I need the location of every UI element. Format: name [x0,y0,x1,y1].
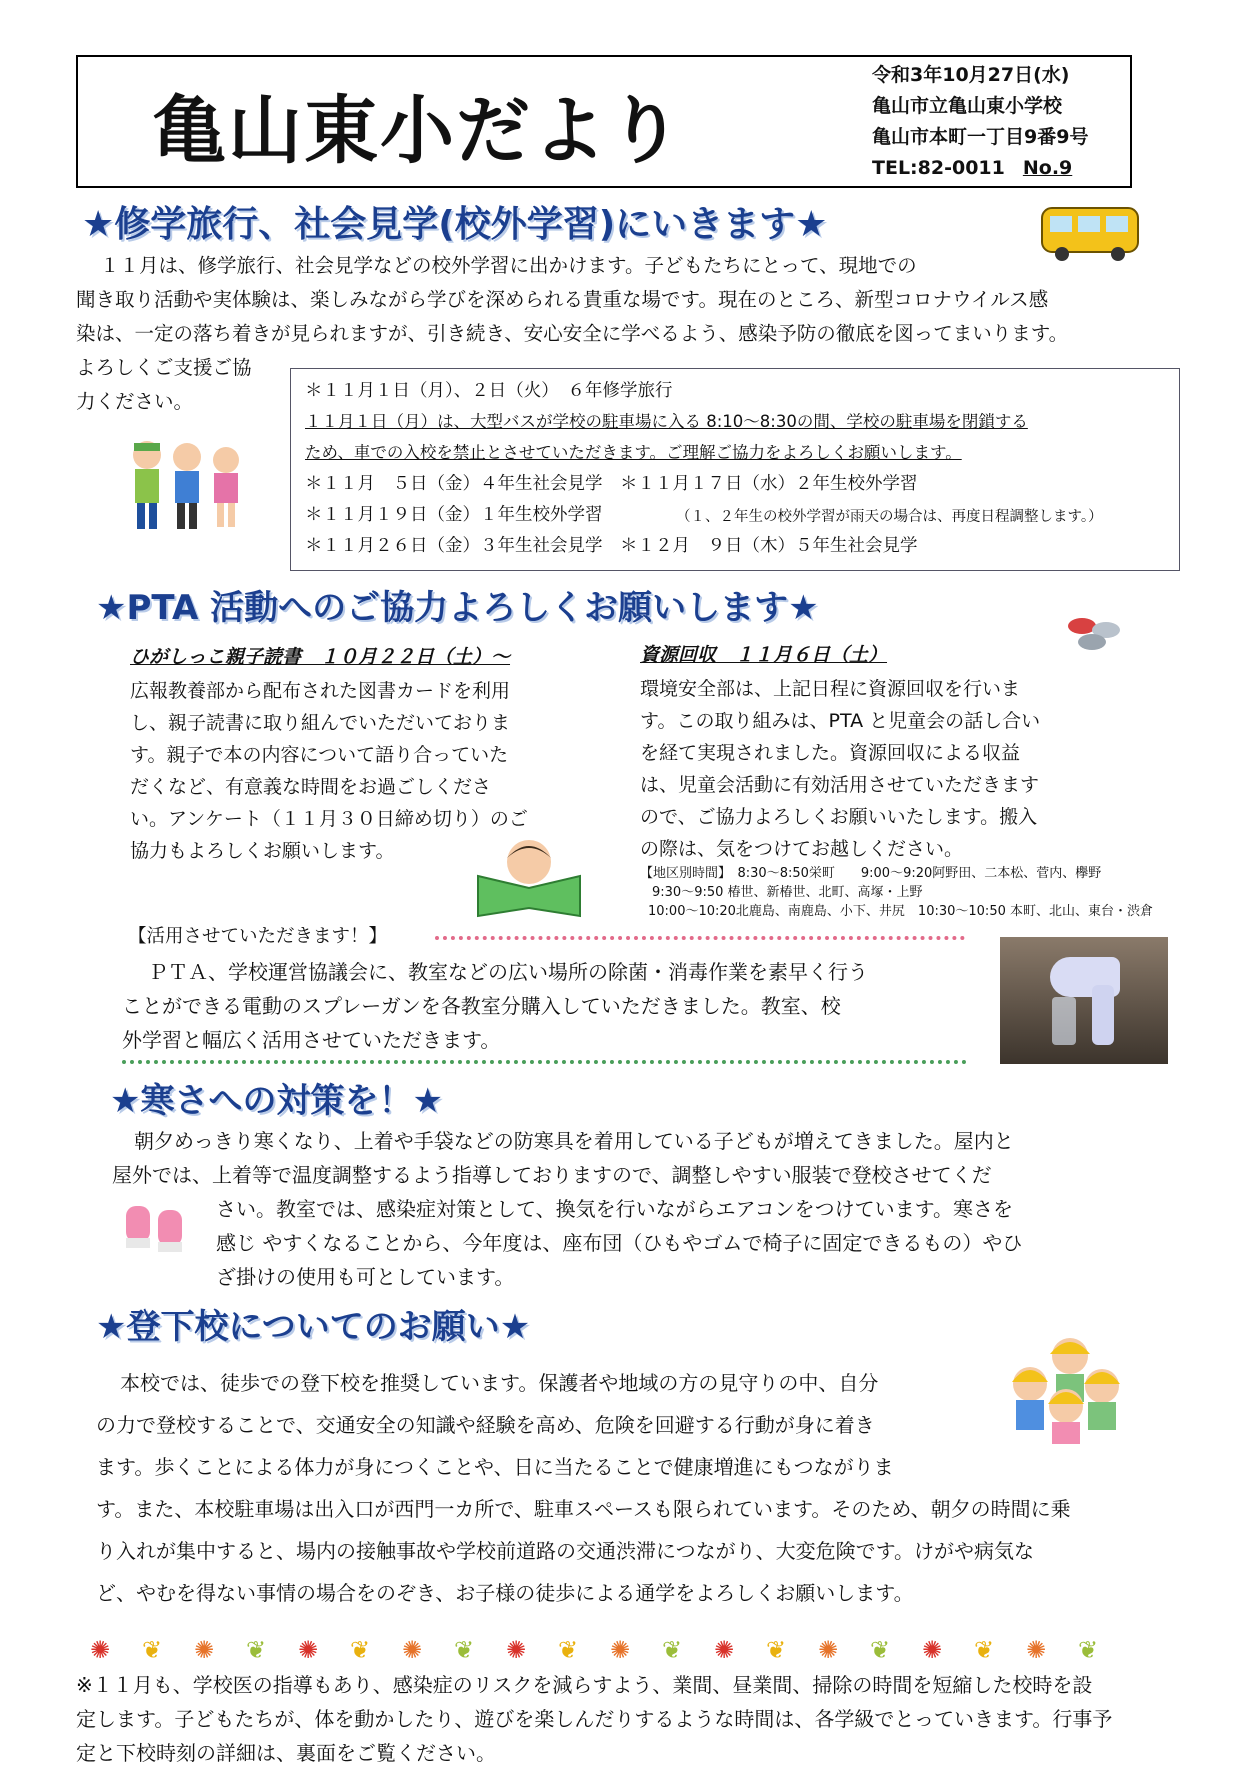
commute-line-2: の力で登校することで、交通安全の知識や経験を高め、危険を回避する行動が身に着き [96,1413,875,1437]
recycling-line-2: す。この取り組みは、PTA と児童会の話し合い [640,710,1041,732]
school-name: 亀山市立亀山東小学校 [872,95,1063,117]
school-address: 亀山市本町一丁目9番9号 [872,126,1089,148]
kids-helmets-illustration [998,1328,1130,1446]
schedule-line-2: １１月１日（月）は、大型バスが学校の駐車場に入る 8:10～8:30の間、学校の駐車場を閉鎖する [305,412,1028,431]
reading-line-6: 協力もよろしくお願いします。 [130,840,395,862]
cold-line-5: ざ掛けの使用も可としています。 [216,1265,515,1289]
issue-number: No.9 [1022,157,1073,179]
leaf-icon: ❦ [974,1636,995,1664]
leaf-icon: ✺ [1026,1636,1047,1664]
leaf-icon: ✺ [506,1636,527,1664]
reading-line-2: し、親子読書に取り組んでいただいておりま [130,712,511,734]
trips-line-4: よろしくご支援ご協 [76,356,252,379]
heading-cold: ★寒さへの対策を！★ [110,1081,443,1121]
trips-line-2: 聞き取り活動や実体験は、楽しみながら学びを深められる貴重な場です。現在のところ、新型コロナウイルス感 [76,288,1049,311]
trips-line-3: 染は、一定の落ち着きが見られますが、引き続き、安心安全に学べるよう、感染予防の徹底を図ってまいります。 [76,322,1069,345]
autumn-leaves-border [90,1635,1140,1665]
leaf-icon: ✺ [90,1636,111,1664]
leaf-icon: ❦ [766,1636,787,1664]
spray-gun-title: 【活用させていただきます！】 [128,926,388,947]
leaf-icon: ❦ [870,1636,891,1664]
schedule-line-5: ＊１１月１９日（金）１年生校外学習 [305,505,603,525]
footer-line-1: ※１１月も、学校医の指導もあり、感染症のリスクを減らすよう、業間、昼業間、掃除の時間を短縮した校時を設 [76,1673,1093,1697]
cold-line-1: 朝夕めっきり寒くなり、上着や手袋などの防寒具を着用している子どもが増えてきました。屋内と [134,1129,1014,1153]
students-illustration [102,433,252,533]
footer-line-3: 定と下校時刻の詳細は、裏面をご覧ください。 [76,1741,496,1765]
recycling-line-1: 環境安全部は、上記日程に資源回収を行いま [640,678,1021,700]
leaf-icon: ✺ [714,1636,735,1664]
schedule-line-6: ＊１１月２６日（金）３年生社会見学 ＊１２月 ９日（木）５年生社会見学 [305,536,918,556]
spray-gun-photo [1000,937,1168,1064]
schedule-line-3: ため、車での入校を禁止とさせていただきます。ご理解ご協力をよろしくお願いします。 [305,443,962,462]
newsletter-title: 亀山東小だより [152,88,684,174]
cold-line-4: 感じ やすくなることから、今年度は、座布団（ひもやゴムで椅子に固定できるもの）やひ [216,1231,1023,1255]
heading-pta: ★PTA 活動へのご協力よろしくお願いします★ [96,588,819,628]
district-times-3: 10:00～10:20北鹿島、南鹿島、小下、井尻 10:30～10:50 本町、北山、東台・渋倉 [648,904,1153,919]
reading-title: ひがしっこ親子読書 １０月２２日（土）～ [130,646,511,668]
leaf-icon: ❦ [350,1636,371,1664]
commute-line-1: 本校では、徒歩での登下校を推奨しています。保護者や地域の方の見守りの中、自分 [120,1371,879,1395]
leaf-icon: ❦ [662,1636,683,1664]
heading-school-trips: ★修学旅行、社会見学(校外学習)にいきます★ [82,204,828,245]
cold-line-2: 屋外では、上着等で温度調整するよう指導しておりますので、調整しやすい服装で登校させてくだ [112,1163,992,1187]
leaf-icon: ❦ [142,1636,163,1664]
dotted-divider [122,1060,967,1064]
spray-line-3: 外学習と幅広く活用させていただきます。 [122,1028,501,1052]
district-times-1: 【地区別時間】 8:30～8:50栄町 9:00～9:20阿野田、二本松、菅内、欅野 [640,866,1102,881]
spray-line-2: ことができる電動のスプレーガンを各教室分購入していただきました。教室、校 [122,994,841,1018]
trips-line-1: １１月は、修学旅行、社会見学などの校外学習に出かけます。子どもたちにとって、現地での [100,254,917,277]
leaf-icon: ✺ [194,1636,215,1664]
commute-line-5: り入れが集中すると、場内の接触事故や学校前道路の交通渋滞につながり、大変危険です。けがや病気な [96,1539,1034,1563]
recycling-line-4: は、児童会活動に有効活用させていただきます [640,774,1040,796]
leaf-icon: ✺ [402,1636,423,1664]
district-times-2: 9:30～9:50 椿世、新椿世、北町、高塚・上野 [652,885,923,900]
reading-child-illustration [470,836,588,918]
leaf-icon: ✺ [922,1636,943,1664]
recycling-line-6: の際は、気をつけてお越しください。 [640,838,964,860]
schedule-note: （１、２年生の校外学習が雨天の場合は、再度日程調整します。） [676,509,1103,525]
bus-icon [1040,200,1142,262]
recycling-line-3: を経て実現されました。資源回収による収益 [640,742,1021,764]
footer-line-2: 定します。子どもたちが、体を動かしたり、遊びを楽しんだりするような時間は、各学級でとっていきます。行事予 [76,1707,1113,1731]
heading-commute: ★登下校についてのお願い★ [96,1307,531,1347]
commute-line-3: ます。歩くことによる体力が身につくことや、日に当たることで健康増進にもつながりま [96,1455,894,1479]
leaf-icon: ✺ [298,1636,319,1664]
commute-line-4: す。また、本校駐車場は出入口が西門一カ所で、駐車スペースも限られています。そのため、朝夕の時間に乗 [96,1497,1071,1521]
reading-line-1: 広報教養部から配布された図書カードを利用 [130,680,511,702]
schedule-line-4: ＊１１月 ５日（金）４年生社会見学 ＊１１月１７日（水）２年生校外学習 [305,474,918,494]
leaf-icon: ❦ [558,1636,579,1664]
leaf-icon: ✺ [610,1636,631,1664]
gloves-icon [120,1196,192,1258]
cans-icon [1062,612,1126,654]
leaf-icon: ❦ [246,1636,267,1664]
leaf-icon: ❦ [454,1636,475,1664]
reading-line-4: だくなど、有意義な時間をお過ごしくださ [130,776,492,798]
masthead-info [872,60,1088,184]
reading-line-3: す。親子で本の内容について語り合っていた [130,744,509,766]
recycling-title: 資源回収 １１月６日（土） [640,644,888,666]
commute-line-6: ど、やむを得ない事情の場合をのぞき、お子様の徒歩による通学をよろしくお願いします。 [96,1581,914,1605]
leaf-icon: ❦ [1078,1636,1099,1664]
leaf-icon: ✺ [818,1636,839,1664]
trips-line-5: 力ください。 [76,390,194,413]
issue-date: 令和3年10月27日(水) [872,64,1070,86]
reading-line-5: い。アンケート（１１月３０日締め切り）のご [130,808,528,830]
cold-line-3: さい。教室では、感染症対策として、換気を行いながらエアコンをつけています。寒さを [216,1197,1013,1221]
tel-number: TEL:82-0011 [872,157,1005,179]
spray-line-1: ＰＴＡ、学校運営協議会に、教室などの広い場所の除菌・消毒作業を素早く行う [148,960,868,984]
recycling-line-5: ので、ご協力よろしくお願いいたします。搬入 [640,806,1038,828]
schedule-line-1: ＊１１月１日（月）、２日（火） ６年修学旅行 [305,381,673,401]
tel-line [872,153,1088,184]
dotted-divider [435,936,965,940]
